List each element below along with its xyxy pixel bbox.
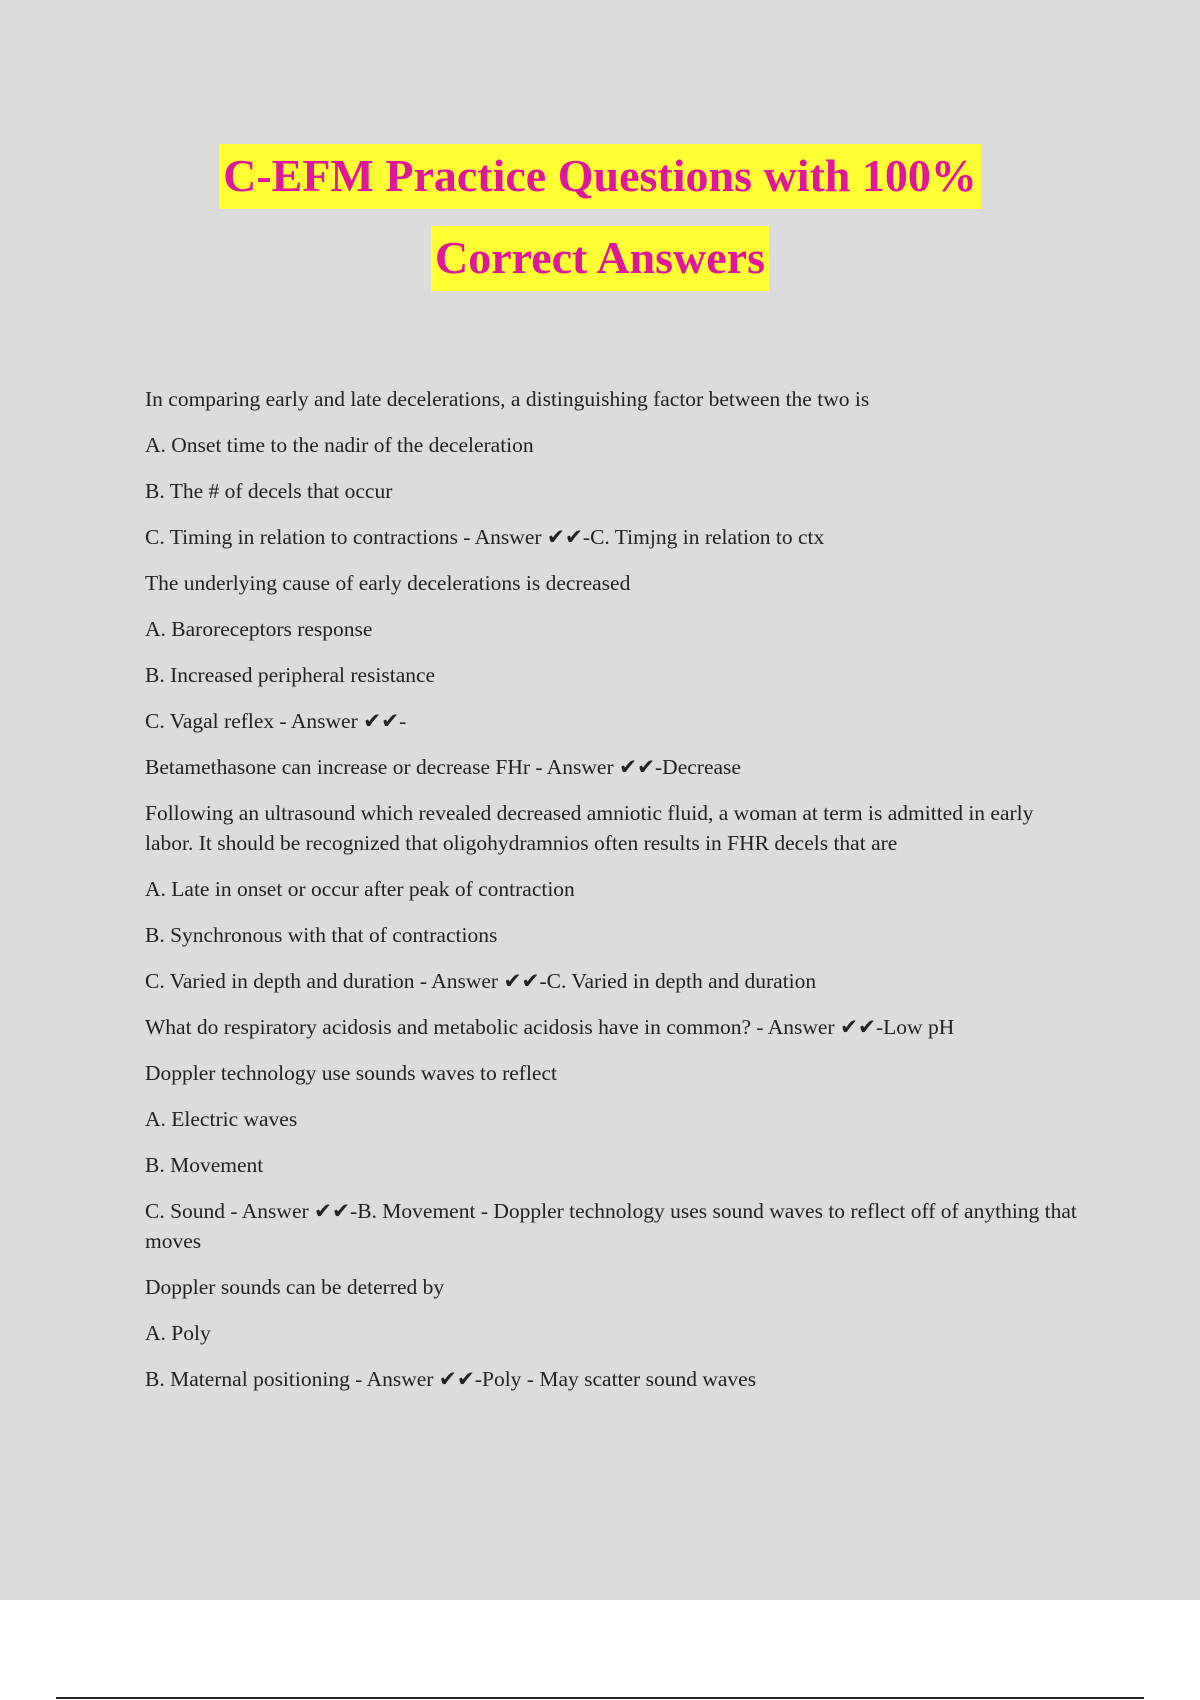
document-title (0, 135, 1200, 299)
question-text: Doppler sounds can be deterred by (145, 1275, 445, 1299)
footer-divider (56, 1697, 1144, 1699)
question-text: The underlying cause of early decelerations is decreased (145, 571, 631, 595)
option-text: B. Increased peripheral resistance (145, 663, 436, 687)
answer-text: What do respiratory acidosis and metabolic acidosis have in common? - Answer ✔✔-Low pH (145, 1015, 955, 1039)
answer-text: B. Maternal positioning - Answer ✔✔-Poly - May scatter sound waves (145, 1367, 757, 1391)
option-text: A. Poly (145, 1321, 211, 1345)
option-text: B. Synchronous with that of contractions (145, 923, 498, 947)
title-line-1: C-EFM Practice Questions with 100% (219, 144, 981, 209)
option-text: A. Late in onset or occur after peak of contraction (145, 877, 575, 901)
option-text: B. The # of decels that occur (145, 479, 393, 503)
question-text: Doppler technology use sounds waves to reflect (145, 1061, 557, 1085)
answer-text: C. Varied in depth and duration - Answer ✔✔-C. Varied in depth and duration (145, 969, 817, 993)
answer-text: C. Vagal reflex - Answer ✔✔- (145, 709, 407, 733)
answer-text: C. Sound - Answer ✔✔-B. Movement - Doppler technology uses sound waves to reflect off of anything that moves (145, 1199, 1077, 1253)
option-text: A. Electric waves (145, 1107, 298, 1131)
question-text: In comparing early and late decelerations, a distinguishing factor between the two is (145, 387, 870, 411)
option-text: B. Movement (145, 1153, 264, 1177)
question-text: Following an ultrasound which revealed decreased amniotic fluid, a woman at term is admitted in early labor. It should be recognized that oligohydramnios often results in FHR decels that are (145, 801, 1034, 855)
answer-text: Betamethasone can increase or decrease FHr - Answer ✔✔-Decrease (145, 755, 741, 779)
answer-text: C. Timing in relation to contractions - Answer ✔✔-C. Timjng in relation to ctx (145, 525, 825, 549)
question-list (145, 384, 1085, 1410)
option-text: A. Baroreceptors response (145, 617, 373, 641)
title-line-2: Correct Answers (431, 226, 769, 291)
option-text: A. Onset time to the nadir of the deceleration (145, 433, 534, 457)
